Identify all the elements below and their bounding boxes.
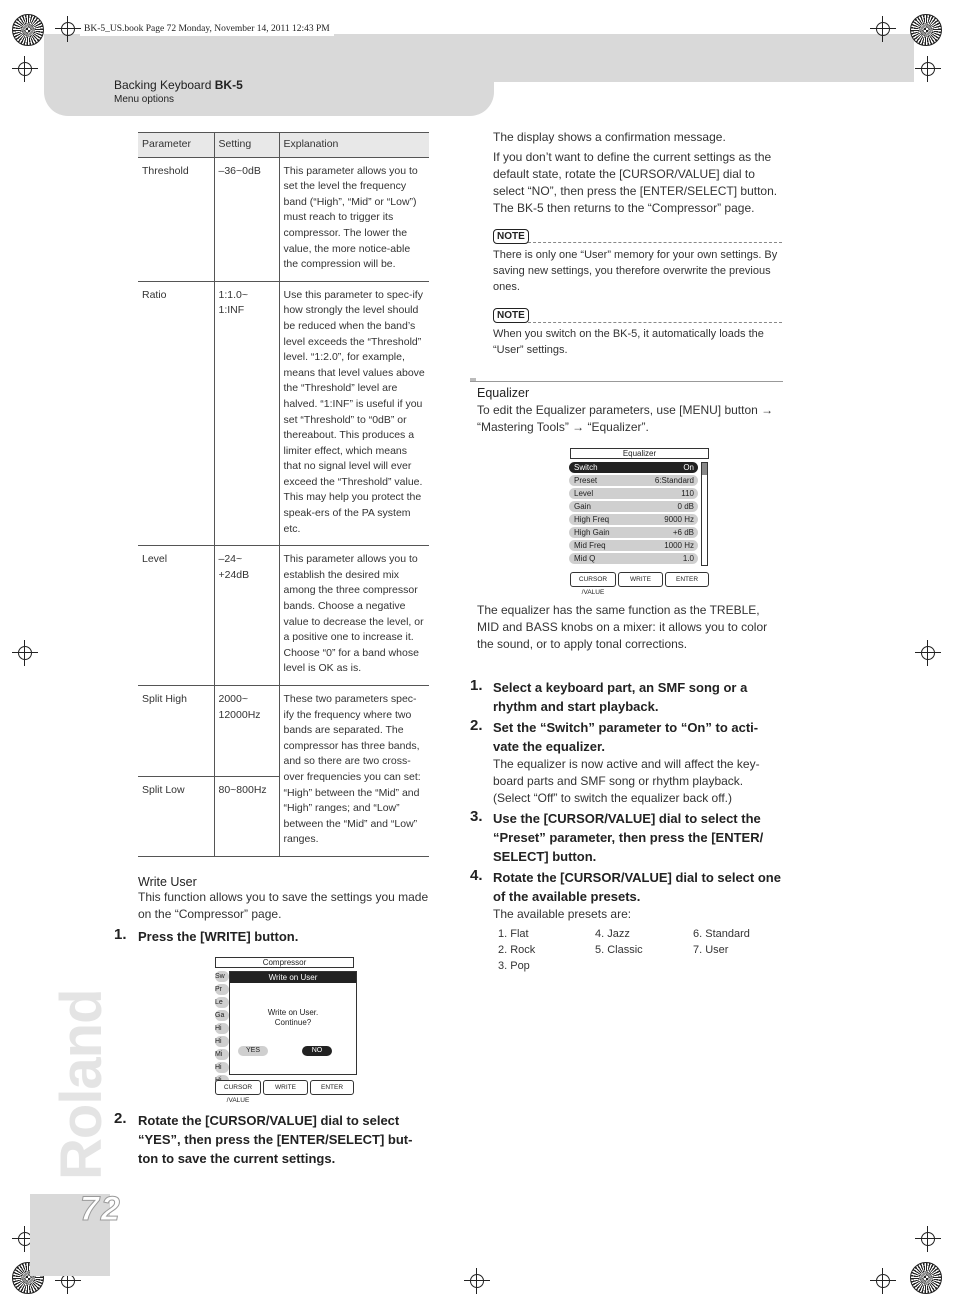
lcd-param-row[interactable] [569,462,698,473]
lcd-param-row[interactable] [569,475,698,486]
lcd-param-value: 1000 Hz [664,541,694,550]
lcd-param-label: Mid Freq [574,541,606,550]
explanation-cell: Use this parameter to spec-ify how strongly the level should be reduced when the band’s level exceeds the “Threshold” level. “1:2.0”, for example, means that level values above the “Threshold” level are halved. “1:INF” is useful if you set “Threshold” to “0dB” or thereabout. This produces a limiter effect, which means that no signal level will ever exceed the “Threshold” value. This may help you protect the speak-ers of the PA system etc. [279,281,429,546]
lcd-param-value: 6:Standard [654,476,694,485]
preset-list-col3 [693,926,750,958]
lcd-param-value: 9000 Hz [664,515,694,524]
lcd-title: Equalizer [570,448,709,459]
crop-mark-icon [915,56,941,82]
dialog-title: Write on User [230,972,356,983]
crop-mark-icon [915,640,941,666]
column-header: Parameter [138,133,214,158]
setting-cell: –36~0dB [214,157,279,281]
equalizer-lcd-screen [569,448,709,596]
brand-title [114,78,243,92]
step-number: 3. [470,808,483,825]
preset-item: 3. Pop [498,960,530,972]
note-text-1: There is only one “User” memory for your own settings. By saving new settings, you therefore overwrite the previous ones. [493,249,778,293]
write-user-step2: Rotate the [CURSOR/VALUE] dial to select “YES”, then press the [ENTER/SELECT] but-ton to save the current settings. [138,1113,413,1166]
lcd-param-row[interactable] [569,540,698,551]
lcd-row-stubs [215,971,229,1075]
lcd-param-label: Level [574,489,594,498]
step-number: 4. [470,867,483,884]
lcd-row-stub: Le [215,997,229,1008]
crop-mark-icon [870,16,896,42]
lcd-param-label: High Gain [574,528,610,537]
crop-mark-icon [464,1268,490,1294]
brand-prefix: Backing Keyboard [114,78,212,92]
lcd-row-stub: Mi [215,1049,229,1060]
column-header: Explanation [279,133,429,158]
lcd-param-value: +6 dB [672,528,694,537]
yes-button[interactable]: YES [238,1046,268,1056]
lcd-row-stub: Sw [215,971,229,982]
lcd-row-stub: Ga [215,1010,229,1021]
cursor-value-button[interactable]: CURSOR /VALUE [570,572,616,587]
write-user-dialog [229,971,357,1075]
parameter-cell: Threshold [138,157,214,281]
brand-model: BK-5 [214,78,243,92]
compressor-lcd-screen [214,956,354,1104]
enter-button[interactable]: ENTER [665,572,709,587]
setting-cell: 1:1.0~ 1:INF [214,281,279,546]
header-tab [44,70,494,116]
equalizer-description: The equalizer has the same function as the TREBLE, MID and BASS knobs on a mixer: it allows you to color the sound, or to apply tonal corrections. [477,603,768,651]
setting-cell: 2000~ 12000Hz [214,686,279,777]
preset-list-col2 [595,926,643,958]
no-select-paragraph: If you don’t want to define the current settings as the default state, rotate the [CURSOR/VALUE] dial to select “NO”, then press the [ENTER/SELECT] button. The BK-5 then returns to the “Compressor” page. [493,150,778,215]
note-badge: NOTE [493,229,529,244]
equalizer-step1: Select a keyboard part, an SMF song or a rhythm and start playback. [493,680,748,714]
preset-item: 1. Flat [498,928,529,940]
parameter-cell: Split Low [138,776,214,856]
lcd-row-stub: Hi [215,1036,229,1047]
note-text-2: When you switch on the BK-5, it automatically loads the “User” settings. [493,328,764,356]
lcd-row-stub: Hi [215,1023,229,1034]
setting-cell: –24~ +24dB [214,546,279,686]
table-row [138,157,429,281]
note-badge: NOTE [493,308,529,323]
lcd-param-value: 110 [681,489,694,498]
write-button[interactable]: WRITE [263,1080,308,1095]
page-number: 72 [80,1190,122,1228]
lcd-param-row[interactable] [569,501,698,512]
table-row [138,686,429,777]
crop-mark-icon [915,1226,941,1252]
lcd-param-value: 1.0 [682,554,694,563]
equalizer-step3: Use the [CURSOR/VALUE] dial to select the “Preset” parameter, then press the [ENTER/ SELECT] button. [493,811,764,864]
explanation-cell: This parameter allows you to establish the desired mix among the three compressor bands. Choose a negative value to decrease the level, or a positive one to increase it. Choose “0” for a band whose level is OK as is. [279,546,429,686]
step-number: 2. [114,1110,127,1127]
lcd-param-label: Mid Q [574,554,596,563]
cursor-value-button[interactable]: CURSOR /VALUE [215,1080,261,1095]
equalizer-step2-detail: The equalizer is now active and will affect the key-board parts and SMF song or rhythm playback. (Select “Off” to switch the equalizer back off.) [493,757,760,805]
note-divider [528,242,782,243]
lcd-param-value: 0 dB [677,502,694,511]
write-user-step1: Press the [WRITE] button. [138,929,299,944]
preset-list-col1 [498,926,535,974]
lcd-param-row[interactable] [569,553,698,564]
equalizer-step2: Set the “Switch” parameter to “On” to acti-vate the equalizer. [493,720,759,754]
lcd-param-row[interactable] [569,488,698,499]
table-row [138,281,429,546]
lcd-scroll-thumb[interactable] [702,463,707,475]
crop-mark-icon [870,1268,896,1294]
registration-rosette-icon [910,1262,942,1294]
lcd-param-row[interactable] [569,527,698,538]
crop-mark-icon [12,56,38,82]
dialog-message [230,1008,356,1028]
preset-item: 7. User [693,944,729,956]
preset-item: 4. Jazz [595,928,630,940]
lcd-param-label: Gain [574,502,591,511]
explanation-cell: These two parameters spec-ify the frequency where two bands are separated. The compressor has three bands, and so there are two cross-over frequencies you can set: “High” between the “Mid” and “High” ranges; and “Low” between the “Mid” and “Low” ranges. [279,686,429,857]
setting-cell: 80~800Hz [214,776,279,856]
equalizer-step4-detail: The available presets are: [493,907,632,921]
roland-side-logo: Roland [49,989,114,1180]
step-number: 1. [470,677,483,694]
lcd-param-label: High Freq [574,515,610,524]
registration-rosette-icon [910,14,942,46]
write-button[interactable]: WRITE [618,572,663,587]
lcd-title: Compressor [215,957,354,968]
explanation-cell: This parameter allows you to set the level the frequency band (“High”, “Mid” or “Low”) must reach to trigger its compressor. The lower the value, the more notice-able the compression will be. [279,157,429,281]
preset-item: 5. Classic [595,944,643,956]
table-header-row [138,133,429,158]
lcd-param-row[interactable] [569,514,698,525]
section-divider [470,381,783,382]
equalizer-heading: Equalizer [477,386,530,400]
write-user-intro: This function allows you to save the settings you made on the “Compressor” page. [138,890,429,921]
preset-item: 2. Rock [498,944,536,956]
crop-mark-icon [55,16,81,42]
section-title: Menu options [114,94,175,105]
parameter-cell: Level [138,546,214,686]
table-row [138,546,429,686]
step-number: 1. [114,926,127,943]
parameter-cell: Split High [138,686,214,777]
file-info: BK-5_US.book Page 72 Monday, November 14, 2011 12:43 PM [80,22,334,36]
lcd-param-label: Preset [574,476,598,485]
write-user-heading: Write User [138,875,197,889]
dialog-text-line1: Write on User. [267,1008,319,1017]
equalizer-intro: To edit the Equalizer parameters, use [MENU] button → “Mastering Tools” → “Equalizer”. [477,403,774,434]
no-button[interactable]: NO [302,1046,332,1056]
dialog-text-line2: Continue? [274,1018,312,1027]
lcd-scrollbar[interactable] [701,462,708,566]
step-number: 2. [470,717,483,734]
parameter-table [138,132,429,857]
lcd-row-stub: Hi [215,1062,229,1073]
confirm-text: The display shows a confirmation message. [493,130,726,144]
note-divider [528,322,782,323]
lcd-row-stub: Pr [215,984,229,995]
preset-item: 6. Standard [693,928,750,940]
lcd-param-value: On [683,463,694,472]
enter-button[interactable]: ENTER [310,1080,354,1095]
parameter-cell: Ratio [138,281,214,546]
column-header: Setting [214,133,279,158]
registration-rosette-icon [12,14,44,46]
crop-mark-icon [12,640,38,666]
equalizer-step4: Rotate the [CURSOR/VALUE] dial to select one of the available presets. [493,870,781,904]
lcd-param-label: Switch [574,463,598,472]
